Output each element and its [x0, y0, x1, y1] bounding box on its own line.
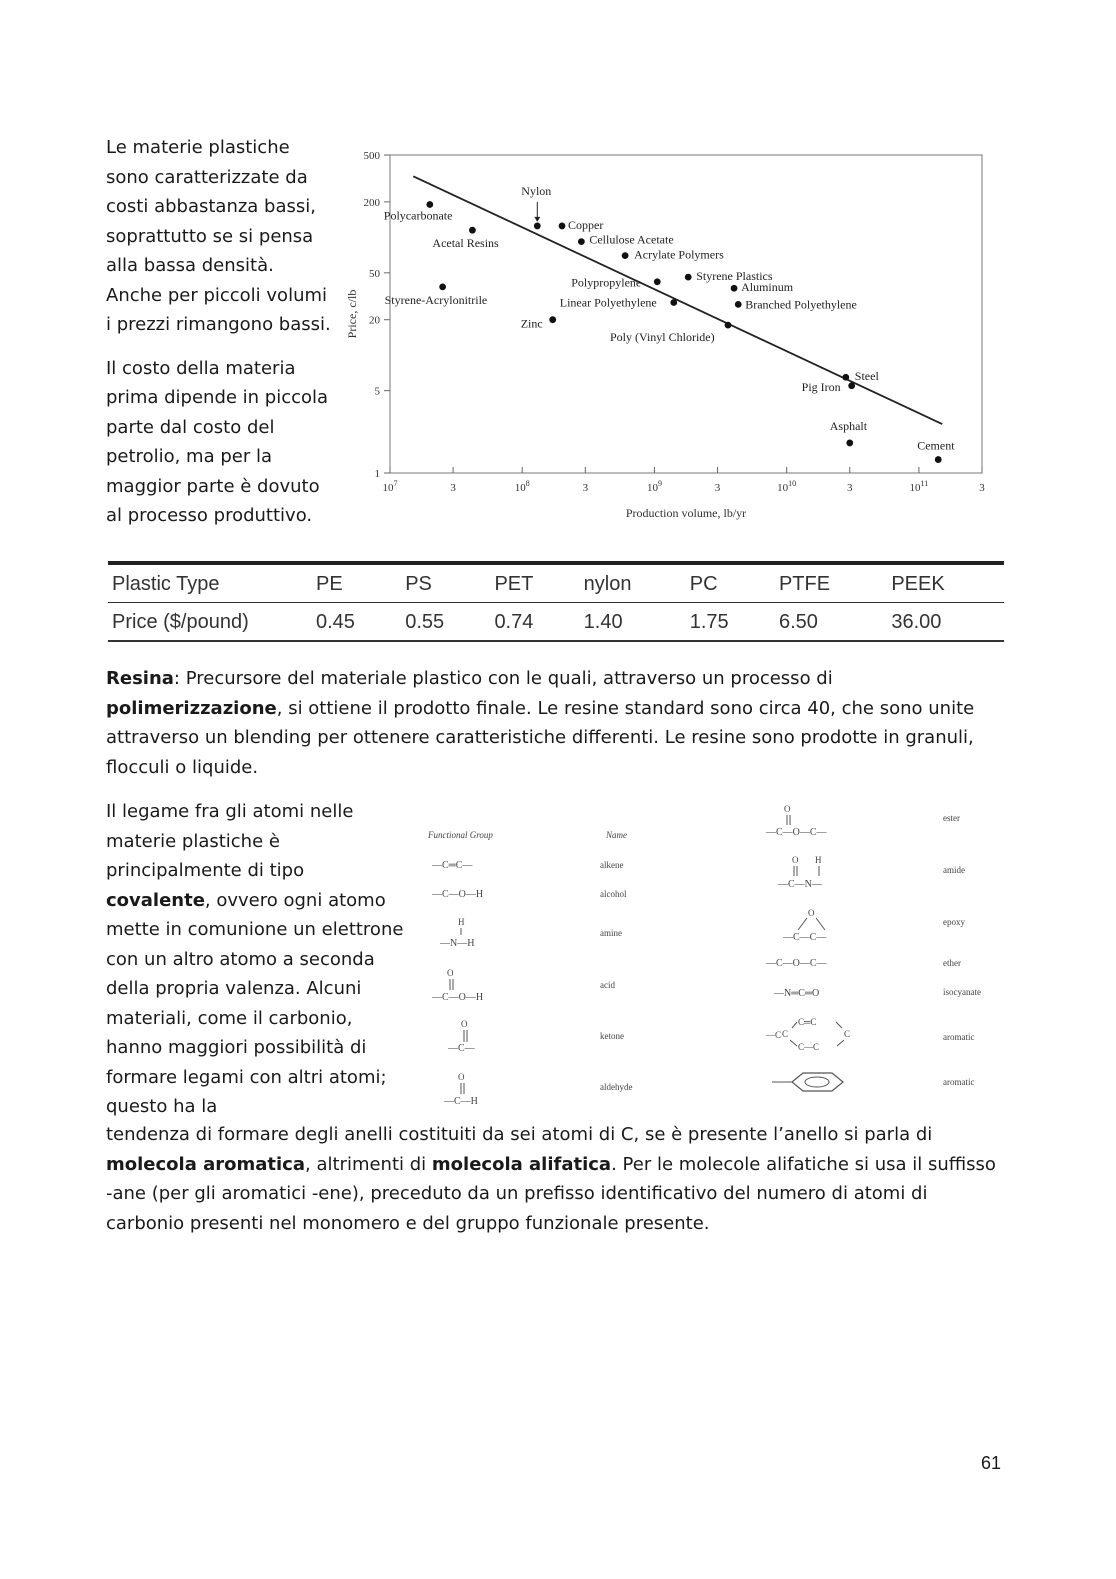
data-point-label: Branched Polyethylene [745, 297, 857, 312]
fg-name: alcohol [600, 889, 627, 899]
data-point [685, 274, 692, 281]
data-point-label: Polypropylene [571, 275, 642, 290]
legame-text-4: , altrimenti di [305, 1153, 432, 1175]
x-tick-label: $10^9$ [646, 479, 662, 494]
data-point-label: Poly (Vinyl Chloride) [610, 330, 715, 345]
y-axis-label: Price, c/lb [345, 289, 359, 339]
data-point [578, 238, 585, 245]
table-cell: 1.40 [580, 603, 686, 642]
data-point [654, 278, 661, 285]
table-cell: 6.50 [775, 603, 887, 642]
x-tick-label: $10^8$ [514, 479, 530, 494]
data-point-label: Zinc [520, 316, 543, 331]
x-tick-label: 3 [450, 482, 456, 494]
data-point [559, 223, 566, 230]
benzene-kekule-structure [765, 1017, 850, 1052]
table-header-row [108, 563, 1004, 603]
legame-paragraph-continued [106, 1120, 1006, 1238]
fg-name: isocyanate [943, 987, 981, 997]
fg-atom-o: O [784, 804, 791, 814]
legame-text-3: tendenza di formare degli anelli costituiti da sei atomi di C, se è presente l’anello si parla di [106, 1124, 933, 1145]
legame-text-2: , ovvero ogni atomo mette in comunione un elettrone con un altro atomo a seconda della propria valenza. Alcuni materiali, come il carbonio, hanno maggiori possibilità di formare legami con altri atomi; questo ha la [106, 889, 404, 1117]
fg-atom-o: O [808, 908, 815, 918]
table-cell: 36.00 [887, 603, 1004, 642]
x-tick-label: $10^{11}$ [909, 479, 929, 494]
x-tick-label: 3 [979, 482, 985, 494]
fg-formula: —C—O—H [432, 889, 484, 900]
benzene-ring-icon [772, 1073, 843, 1091]
y-tick-label: 5 [374, 385, 380, 398]
resina-bold-1: polimerizzazione [106, 697, 277, 719]
table-cell: 1.75 [686, 603, 775, 642]
data-point [725, 322, 732, 329]
y-tick-label: 200 [363, 196, 380, 209]
data-point [846, 440, 853, 447]
price-table [108, 561, 1004, 642]
data-point-label: Acrylate Polymers [634, 247, 724, 262]
trend-line [413, 176, 942, 424]
fg-formula: —C═C— [432, 860, 473, 871]
fg-header-name: Name [606, 830, 627, 840]
price-volume-chart [338, 140, 998, 525]
fg-atom-o: O [792, 855, 799, 865]
fg-formula: —N—H [440, 938, 475, 949]
legame-text-1: Il legame fra gli atomi nelle materie plastiche è principalmente di tipo [106, 801, 354, 881]
table-column-header: PET [490, 563, 579, 603]
fg-name: alkene [600, 860, 624, 870]
table-column-header: PE [312, 563, 401, 603]
data-point [842, 374, 849, 381]
fg-formula: —C—C— [783, 932, 827, 943]
functional-groups-figure [400, 800, 1000, 1110]
fg-header-group: Functional Group [428, 830, 493, 840]
legame-bold-1: covalente [106, 889, 205, 911]
data-point [735, 301, 742, 308]
data-point [670, 299, 677, 306]
fg-bond [836, 1022, 842, 1028]
data-point [935, 456, 942, 463]
resina-text-2: , si ottiene il prodotto finale. Le resine standard sono circa 40, che sono unite attraverso un blending per ottenere caratteristiche differenti. Le resine sono prodotte in granuli, flocculi o liquide. [106, 697, 975, 778]
data-point-label: Linear Polyethylene [559, 295, 657, 310]
fg-formula: —C—O—C— [766, 827, 827, 838]
fg-atom-h: H [815, 855, 822, 865]
fg-atom-o: O [458, 1072, 465, 1082]
table-row-label: Price ($/pound) [108, 603, 312, 642]
data-point [469, 227, 476, 234]
fg-atom-o: O [447, 968, 454, 978]
fg-formula: —C—H [444, 1096, 478, 1107]
x-tick-label: 3 [847, 482, 853, 494]
data-point [549, 316, 556, 323]
fg-formula: —N═C═O [774, 988, 820, 999]
resina-term: Resina [106, 668, 174, 689]
legame-paragraph [106, 797, 411, 1122]
fg-atom-h: H [458, 917, 465, 927]
y-tick-label: 50 [369, 267, 380, 280]
intro-paragraph-1: Le materie plastiche sono caratterizzate da costi abbastanza bassi, soprattutto se si pensa alla bassa densità. Anche per piccoli volumi i prezzi rimangono bassi. [106, 137, 331, 335]
table-column-header: PC [686, 563, 775, 603]
fg-name: aromatic [943, 1032, 975, 1042]
resina-paragraph [106, 664, 1006, 782]
data-point-label: Copper [568, 217, 604, 232]
intro-paragraph-2: Il costo della materia prima dipende in piccola parte dal costo del petrolio, ma per la maggior parte è dovuto al processo produttivo. [106, 357, 329, 526]
fg-name: ketone [600, 1031, 624, 1041]
fg-atom-o: O [461, 1019, 468, 1029]
table-column-header: PS [401, 563, 490, 603]
fg-bond [792, 1022, 797, 1028]
table-column-header: PEEK [887, 563, 1004, 603]
fg-name: ester [943, 813, 960, 823]
data-point-label: Cellulose Acetate [589, 232, 674, 247]
x-tick-label: 3 [582, 482, 589, 494]
x-tick-label: 3 [714, 482, 721, 494]
fg-name: amine [600, 928, 622, 938]
legame-bold-3: molecola alifatica [431, 1153, 612, 1175]
data-point-label: Steel [854, 369, 879, 384]
table-cell: 0.74 [490, 603, 579, 642]
data-point-label: Nylon [521, 183, 552, 198]
data-point-label: Styrene-Acrylonitrile [384, 292, 488, 307]
x-tick-label: $10^7$ [382, 479, 398, 494]
data-point-label: Asphalt [829, 418, 868, 433]
data-point [622, 252, 629, 259]
fg-formula: C═C [798, 1017, 817, 1027]
fg-formula: —C—O—C— [766, 958, 827, 969]
data-point-label: Acetal Resins [432, 236, 499, 251]
table-cell: 0.55 [401, 603, 490, 642]
data-point-label: Styrene Plastics [696, 269, 773, 284]
x-axis-label: Production volume, lb/yr [625, 506, 747, 520]
fg-formula: —C— [448, 1043, 475, 1054]
nylon-arrow-head [534, 217, 540, 222]
fg-atom-c: C [782, 1029, 789, 1039]
data-point [439, 283, 446, 290]
y-tick-label: 500 [363, 150, 380, 162]
fg-name: amide [943, 865, 965, 875]
data-point [848, 382, 855, 389]
table-column-header: nylon [580, 563, 686, 603]
y-tick-label: 20 [369, 314, 380, 327]
fg-formula: —C—N— [778, 879, 822, 890]
fg-bond [816, 918, 825, 930]
table-column-header: PTFE [775, 563, 887, 603]
data-point-label: Polycarbonate [383, 208, 453, 223]
fg-bond [798, 918, 807, 930]
fg-name: ether [943, 958, 961, 968]
fg-name: aldehyde [600, 1082, 633, 1092]
page-number: 61 [981, 1453, 1002, 1473]
y-tick-label: 1 [374, 468, 380, 480]
fg-bond-left: —C [766, 1030, 782, 1040]
data-point-label: Cement [917, 438, 955, 453]
fg-formula: —C—O—H [432, 992, 484, 1003]
fg-name: epoxy [943, 917, 965, 927]
fg-bond [837, 1040, 844, 1046]
table-cell: 0.45 [312, 603, 401, 642]
data-point-label: Pig Iron [801, 379, 841, 394]
legame-bold-2: molecola aromatica [106, 1153, 306, 1175]
plot-frame [390, 155, 982, 473]
fg-name: aromatic [943, 1077, 975, 1087]
intro-text [106, 133, 331, 545]
data-point-label: Aluminum [741, 280, 794, 295]
fg-atom-c: C [844, 1029, 851, 1039]
fg-ring-bottom: C—C [798, 1042, 820, 1052]
fg-name: acid [600, 980, 615, 990]
resina-text-1: : Precursore del materiale plastico con le quali, attraverso un processo di [173, 668, 833, 689]
table-header-label: Plastic Type [108, 563, 312, 603]
data-point [731, 285, 738, 292]
fg-bond [790, 1040, 797, 1046]
x-tick-label: $10^{10}$ [777, 479, 797, 494]
data-point [426, 201, 433, 208]
table-row [108, 603, 1004, 642]
data-point [534, 223, 541, 230]
legame-text-5: . Per le molecole alifatiche si usa il suffisso -ane (per gli aromatici -ene), preceduto da un prefisso identificativo del numero di atomi di carbonio presenti nel monomero e del gruppo funzionale presente. [106, 1153, 996, 1234]
